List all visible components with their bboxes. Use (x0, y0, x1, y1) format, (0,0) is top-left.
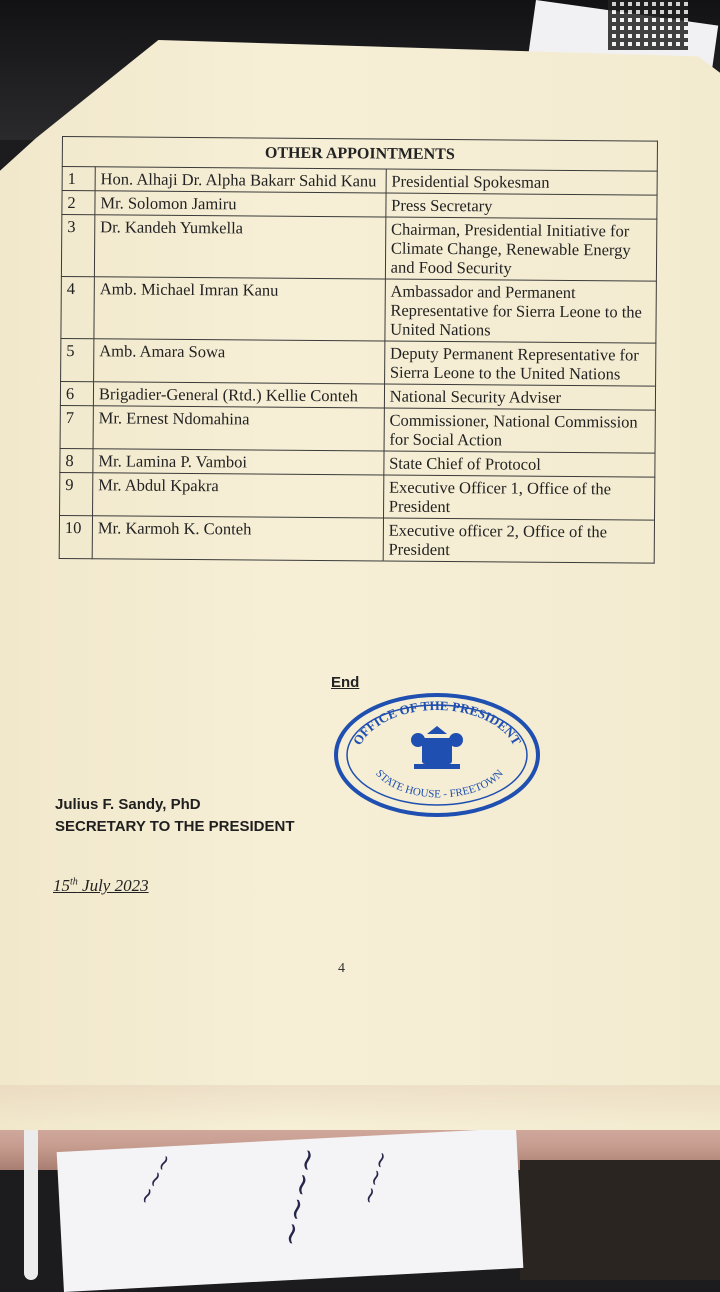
appointment-position: National Security Adviser (384, 384, 655, 410)
signatory-name: Julius F. Sandy, PhD (55, 796, 201, 813)
date-suffix: th (70, 876, 78, 888)
charging-cable (24, 1120, 38, 1280)
desk-corner (520, 1160, 720, 1280)
appointee-name: Dr. Kandeh Yumkella (94, 215, 385, 279)
signatory-title: SECRETARY TO THE PRESIDENT (55, 818, 295, 835)
appointment-position: Commissioner, National Commission for Social Action (384, 408, 656, 453)
table-body (59, 167, 657, 564)
appointment-position: Executive Officer 1, Office of the President (383, 475, 655, 520)
appointment-position: Ambassador and Permanent Representative for Sierra Leone to the United Nations (385, 279, 657, 343)
stamp-top-text: OFFICE OF THE PRESIDENT (349, 697, 525, 748)
table-row (60, 472, 655, 520)
appointee-name: Mr. Abdul Kpakra (92, 473, 383, 518)
table-row (61, 276, 656, 343)
table-row (60, 405, 655, 453)
table-row (61, 338, 656, 386)
page-number: 4 (338, 961, 345, 976)
row-number: 2 (62, 191, 95, 215)
appointment-position: Executive officer 2, Office of the President (383, 518, 655, 563)
row-number: 7 (60, 405, 93, 448)
signatory-block (55, 794, 294, 838)
appointment-position: Presidential Spokesman (386, 169, 657, 195)
stamp-bottom-text: STATE HOUSE - FREETOWN (373, 767, 506, 801)
appointee-name: Mr. Lamina P. Vamboi (93, 449, 384, 475)
appointee-name: Hon. Alhaji Dr. Alpha Bakarr Sahid Kanu (95, 167, 386, 193)
note-scribble: ~~~ (356, 1147, 397, 1209)
table-row (61, 215, 656, 282)
office-of-the-president-stamp (332, 690, 542, 820)
appointee-name: Amb. Amara Sowa (94, 339, 385, 384)
appointment-position: Press Secretary (386, 193, 657, 219)
row-number: 8 (60, 448, 93, 472)
qr-code-image (608, 0, 688, 50)
end-label: End (331, 674, 360, 691)
table-title: OTHER APPOINTMENTS (62, 137, 657, 172)
row-number: 5 (61, 338, 94, 381)
appointee-name: Mr. Karmoh K. Conteh (92, 516, 383, 561)
appointment-position: Chairman, Presidential Initiative for Climate Change, Renewable Energy and Food Security (385, 217, 657, 281)
page-shadow (0, 1085, 720, 1125)
coat-of-arms-icon (411, 726, 463, 769)
appointment-position: Deputy Permanent Representative for Sierra Leone to the United Nations (384, 341, 656, 386)
appointments-table (59, 136, 658, 564)
row-number: 10 (59, 515, 92, 558)
row-number: 6 (60, 381, 93, 405)
note-scribble: ~~~~ (272, 1144, 328, 1250)
row-number: 3 (61, 215, 94, 277)
appointee-name: Amb. Michael Imran Kanu (94, 277, 385, 341)
date-rest: July 2023 (77, 876, 149, 895)
row-number: 1 (62, 167, 95, 191)
note-scribble: ~~~ (132, 1149, 180, 1210)
table-row (59, 515, 654, 563)
document-date (53, 876, 149, 896)
appointment-position: State Chief of Protocol (384, 451, 655, 477)
appointee-name: Brigadier-General (Rtd.) Kellie Conteh (93, 382, 384, 408)
appointee-name: Mr. Ernest Ndomahina (93, 406, 384, 451)
row-number: 4 (61, 276, 94, 338)
handwritten-notes (57, 1128, 524, 1292)
date-day: 15 (53, 876, 70, 895)
row-number: 9 (60, 472, 93, 515)
appointee-name: Mr. Solomon Jamiru (95, 191, 386, 217)
